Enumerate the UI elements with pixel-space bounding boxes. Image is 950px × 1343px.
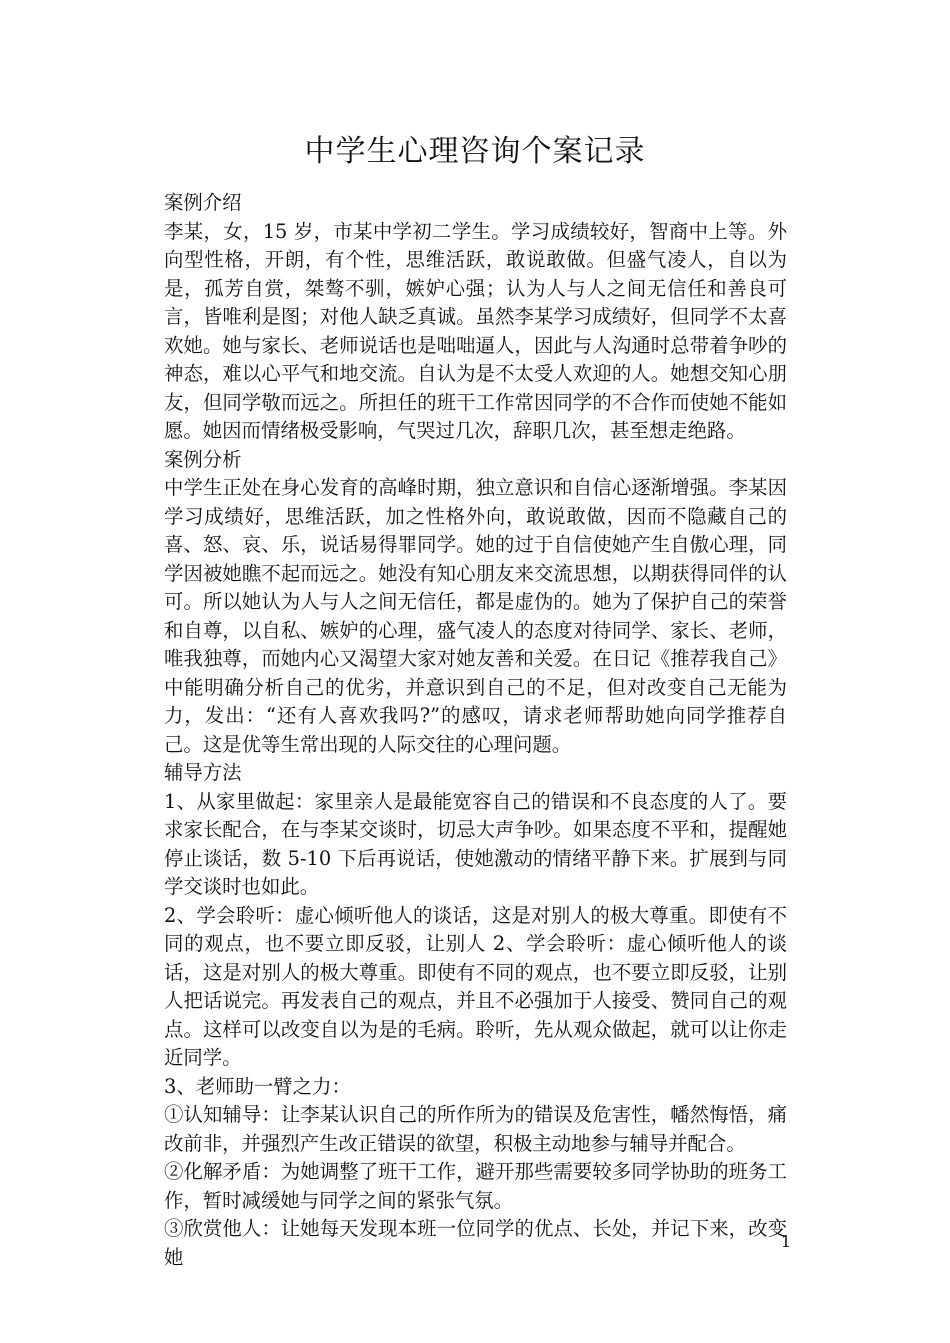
paragraph-method-3a: ①认知辅导：让李某认识自己的所作所为的错误及危害性，幡然悔悟，痛改前非，并强烈产生改正错误的欲望，积极主动地参与辅导并配合。 [164, 1103, 787, 1155]
paragraph-method-3: 3、老师助一臂之力： [164, 1074, 351, 1098]
paragraph-intro: 李某，女，15 岁，市某中学初二学生。学习成绩较好，智商中上等。外向型性格，开朗，有个性，思维活跃，敢说敢做。但盛气凌人，自以为是，孤芳自赏，桀骜不驯，嫉妒心强；认为人与人之间无信任和善良可言，皆唯利是图；对他人缺乏真诚。虽然李某学习成绩好，但同学不太喜欢她。她与家长、老师说话也是咄咄逼人，因此与人沟通时总带着争吵的神态，难以心平气和地交流。自认为是不太受人欢迎的人。她想交知心朋友，但同学敬而远之。所担任的班干工作常因同学的不合作而使她不能如愿。她因而情绪极受影响，气哭过几次，辞职几次，甚至想走绝路。 [164, 219, 787, 442]
paragraph-method-1: 1、从家里做起：家里亲人是最能宽容自己的错误和不良态度的人了。要求家长配合，在与李某交谈时，切忌大声争吵。如果态度不平和，提醒她停止谈话，数 5-10 下后再说话，使她激动的情绪平静下来。扩展到与同学交谈时也如此。 [164, 789, 787, 898]
document-body [164, 189, 787, 1272]
section-heading-analysis: 案例分析 [164, 447, 242, 471]
paragraph-method-3b: ②化解矛盾：为她调整了班干工作，避开那些需要较多同学协助的班务工作，暂时减缓她与同学之间的紧张气氛。 [164, 1160, 787, 1212]
paragraph-method-2: 2、学会聆听：虚心倾听他人的谈话，这是对别人的极大尊重。即使有不同的观点，也不要立即反驳，让别人 2、学会聆听：虚心倾听他人的谈话，这是对别人的极大尊重。即使有不同的观点，也不要立即反驳，让别人把话说完。再发表自己的观点，并且不必强加于人接受、赞同自己的观点。这样可以改变自以为是的毛病。聆听，先从观众做起，就可以让你走近同学。 [164, 903, 787, 1069]
page-number: 1 [780, 1232, 792, 1251]
section-heading-intro: 案例介绍 [164, 191, 242, 214]
section-heading-method: 辅导方法 [164, 761, 242, 784]
page-title: 中学生心理咨询个案记录 [304, 134, 646, 169]
paragraph-method-3c: ③欣赏他人：让她每天发现本班一位同学的优点、长处，并记下来，改变她 [164, 1217, 787, 1269]
paragraph-analysis: 中学生正处在身心发育的高峰时期，独立意识和自信心逐渐增强。李某因学习成绩好，思维活跃，加之性格外向，敢说敢做，因而不隐藏自己的喜、怒、哀、乐，说话易得罪同学。她的过于自信使她产生自傲心理，同学因被她瞧不起而远之。她没有知心朋友来交流思想，以期获得同伴的认可。所以她认为人与人之间无信任，都是虚伪的。她为了保护自己的荣誉和自尊，以自私、嫉妒的心理，盛气凌人的态度对待同学、家长、老师，唯我独尊，而她内心又渴望大家对她友善和关爱。在日记《推荐我自己》中能明确分析自己的优劣，并意识到自己的不足，但对改变自己无能为力，发出：“还有人喜欢我吗?”的感叹，请求老师帮助她向同学推荐自己。这是优等生常出现的人际交往的心理问题。 [164, 476, 787, 756]
